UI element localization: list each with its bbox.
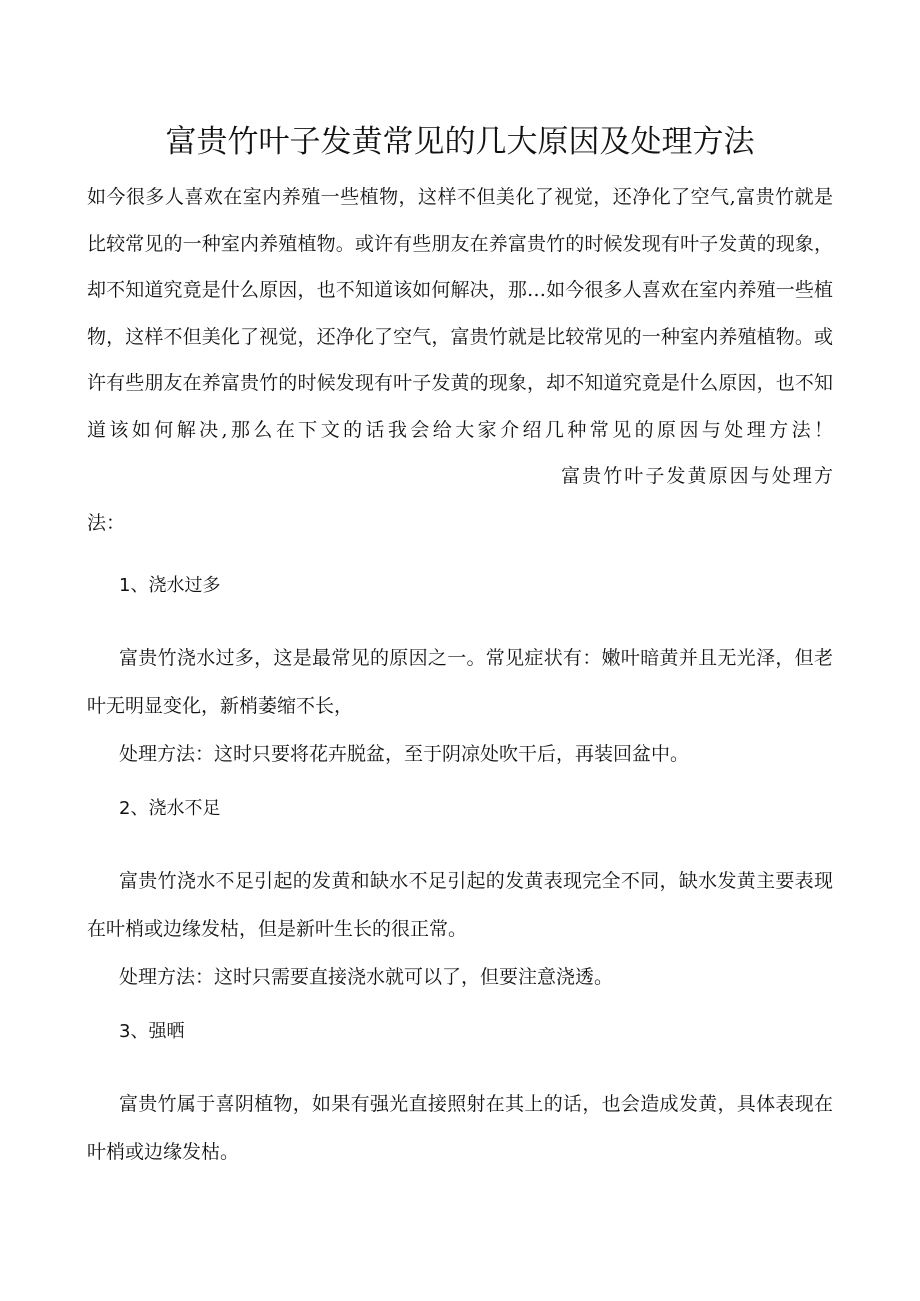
intro-paragraph [87,174,833,546]
section-body-overwatering: 富贵竹浇水过多，这是最常见的原因之一。常见症状有：嫩叶暗黄并且无光泽，但老叶无明显变化，新梢萎缩不长， [87,647,833,717]
section-heading-underwatering: 2、浇水不足 [119,798,221,819]
intro-tail-a: 富贵竹叶子 [559,465,667,487]
section-method-underwatering: 处理方法：这时只需要直接浇水就可以了，但要注意浇透。 [119,966,614,988]
section-method-overwatering: 处理方法：这时只要将花卉脱盆，至于阴凉处吹干后，再装回盆中。 [119,743,690,765]
intro-tail-b: 发黄原因与处理方法： [87,465,833,534]
intro-text: 如今很多人喜欢在室内养殖一些植物，这样不但美化了视觉，还净化了空气,富贵竹就是比较常见的一种室内养殖植物。或许有些朋友在养富贵竹的时候发现有叶子发黄的现象，却不知道究竟是什么原因，也不知道该如何解决，那…如今很多人喜欢在室内养殖一些植物，这样不但美化了视觉，还净化了空气，富贵竹就是比较常见的一种室内养殖植物。或许有些朋友在养富贵竹的时候发现有叶子发黄的现象，却不知道究竟是什么原因，也不知道该如何解决,那么在下文的话我会给大家介绍几种常见的原因与处理方法！ [87,186,833,441]
section-heading-strong-sun: 3、强晒 [119,1021,185,1042]
section-body-strong-sun: 富贵竹属于喜阴植物，如果有强光直接照射在其上的话，也会造成发黄，具体表现在叶梢或边缘发枯。 [87,1093,833,1163]
section-heading-overwatering: 1、浇水过多 [119,575,221,596]
page-title: 富贵竹叶子发黄常见的几大原因及处理方法 [165,124,755,160]
section-body-underwatering: 富贵竹浇水不足引起的发黄和缺水不足引起的发黄表现完全不同，缺水发黄主要表现在叶梢或边缘发枯，但是新叶生长的很正常。 [87,870,833,940]
